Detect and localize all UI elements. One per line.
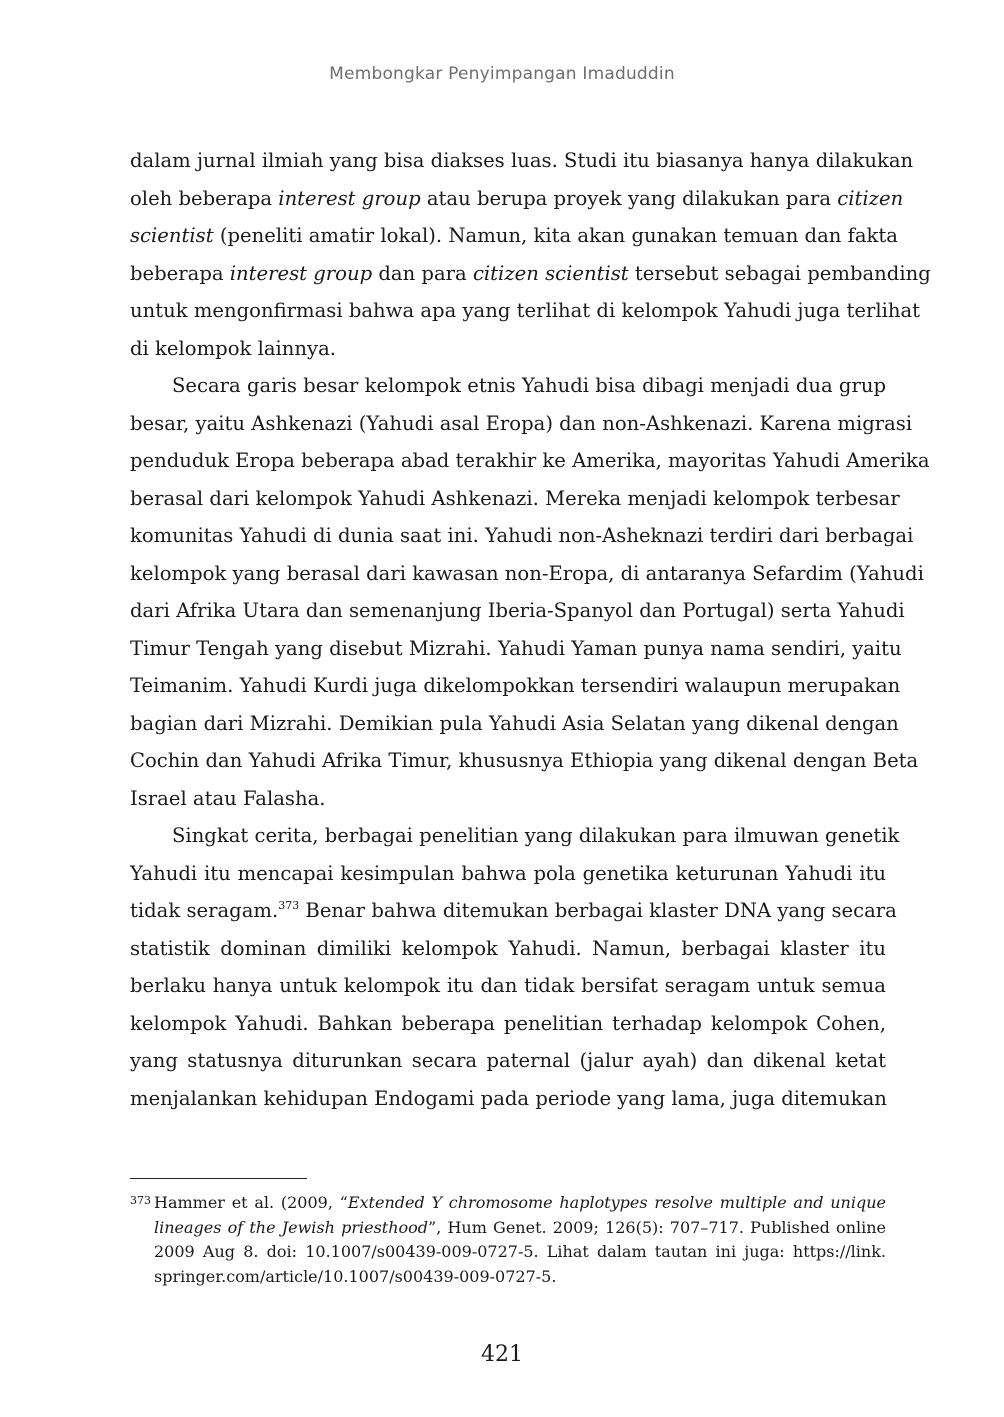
footnote-line: Hammer et al. (2009, “Extended Y chromosome haplotypes resolve multiple and unique [154, 1193, 886, 1212]
footnote-reference[interactable]: 373 [278, 899, 300, 912]
italic-term: scientist [130, 224, 214, 247]
paragraph-2-line: besar, yaitu Ashkenazi (Yahudi asal Eropa) dan non-Ashkenazi. Karena migrasi [130, 411, 913, 435]
footnote-line: 2009 Aug 8. doi: 10.1007/s00439-009-0727-5. Lihat dalam tautan ini juga: https://link. [154, 1242, 886, 1262]
paragraph-2-line: berasal dari kelompok Yahudi Ashkenazi. Mereka menjadi kelompok terbesar [130, 486, 900, 510]
paragraph-1-line: di kelompok lainnya. [130, 336, 337, 360]
paragraph-3-line: statistik dominan dimiliki kelompok Yahudi. Namun, berbagai klaster itu [130, 936, 886, 960]
paragraph-3-line: berlaku hanya untuk kelompok itu dan tidak bersifat seragam untuk semua [130, 974, 886, 997]
footnote [130, 1191, 886, 1289]
italic-term: interest group [278, 186, 421, 210]
paragraph-3-line: menjalankan kehidupan Endogami pada periode yang lama, juga ditemukan [130, 1086, 887, 1110]
footnote-number: 373 [130, 1194, 151, 1207]
paragraph-1-line: oleh beberapa interest group atau berupa proyek yang dilakukan para citizen [130, 186, 904, 210]
running-header: Membongkar Penyimpangan Imaduddin [329, 64, 675, 84]
paragraph-1-line: dalam jurnal ilmiah yang bisa diakses luas. Studi itu biasanya hanya dilakukan [130, 149, 914, 172]
paragraph-2-line: Israel atau Falasha. [130, 786, 326, 810]
paragraph-2-line: bagian dari Mizrahi. Demikian pula Yahudi Asia Selatan yang dikenal dengan [130, 711, 899, 735]
paragraph-3-line: tidak seragam.$^{373}$ Benar bahwa ditemukan berbagai klaster DNA yang secara [130, 899, 897, 922]
page-number: 421 [481, 1342, 523, 1367]
paragraph-3-line: kelompok Yahudi. Bahkan beberapa penelitian terhadap kelompok Cohen, [130, 1011, 886, 1035]
italic-term: citizen [837, 186, 904, 210]
paragraph-1-line: scientist (peneliti amatir lokal). Namun, kita akan gunakan temuan dan fakta [130, 224, 898, 247]
italic-term: interest group [229, 261, 373, 285]
italic-term: citizen scientist [472, 261, 629, 285]
paragraph-1-line: untuk mengonfirmasi bahwa apa yang terlihat di kelompok Yahudi juga terlihat [130, 299, 921, 322]
paragraph-3-line: Singkat cerita, berbagai penelitian yang dilakukan para ilmuwan genetik [172, 824, 900, 847]
paragraph-2-line: Secara garis besar kelompok etnis Yahudi bisa dibagi menjadi dua grup [172, 374, 886, 397]
paragraph-1-line: beberapa interest group dan para citizen scientist tersebut sebagai pembanding [130, 261, 931, 285]
paragraph-2-line: Teimanim. Yahudi Kurdi juga dikelompokkan tersendiri walaupun merupakan [130, 674, 901, 697]
paragraph-2-line: Timur Tengah yang disebut Mizrahi. Yahudi Yaman punya nama sendiri, yaitu [130, 636, 902, 660]
footnote-line: lineages of the Jewish priesthood”, Hum Genet. 2009; 126(5): 707–717. Published online [154, 1217, 886, 1237]
paragraph-2-line: Cochin dan Yahudi Afrika Timur, khususnya Ethiopia yang dikenal dengan Beta [130, 749, 919, 772]
main-text [130, 142, 931, 1117]
paragraph-2-line: kelompok yang berasal dari kawasan non-Eropa, di antaranya Sefardim (Yahudi [130, 561, 924, 585]
paragraph-2-line: dari Afrika Utara dan semenanjung Iberia-Spanyol dan Portugal) serta Yahudi [130, 599, 905, 622]
footnote-divider [130, 1178, 307, 1179]
paragraph-2-line: penduduk Eropa beberapa abad terakhir ke Amerika, mayoritas Yahudi Amerika [130, 449, 930, 472]
paragraph-3-line: yang statusnya diturunkan secara paternal (jalur ayah) dan dikenal ketat [130, 1049, 886, 1072]
paragraph-3-line: Yahudi itu mencapai kesimpulan bahwa pola genetika keturunan Yahudi itu [130, 861, 886, 885]
footnote-line: springer.com/article/10.1007/s00439-009-0727-5. [154, 1266, 557, 1286]
paragraph-2-line: komunitas Yahudi di dunia saat ini. Yahudi non-Asheknazi terdiri dari berbagai [130, 524, 914, 547]
